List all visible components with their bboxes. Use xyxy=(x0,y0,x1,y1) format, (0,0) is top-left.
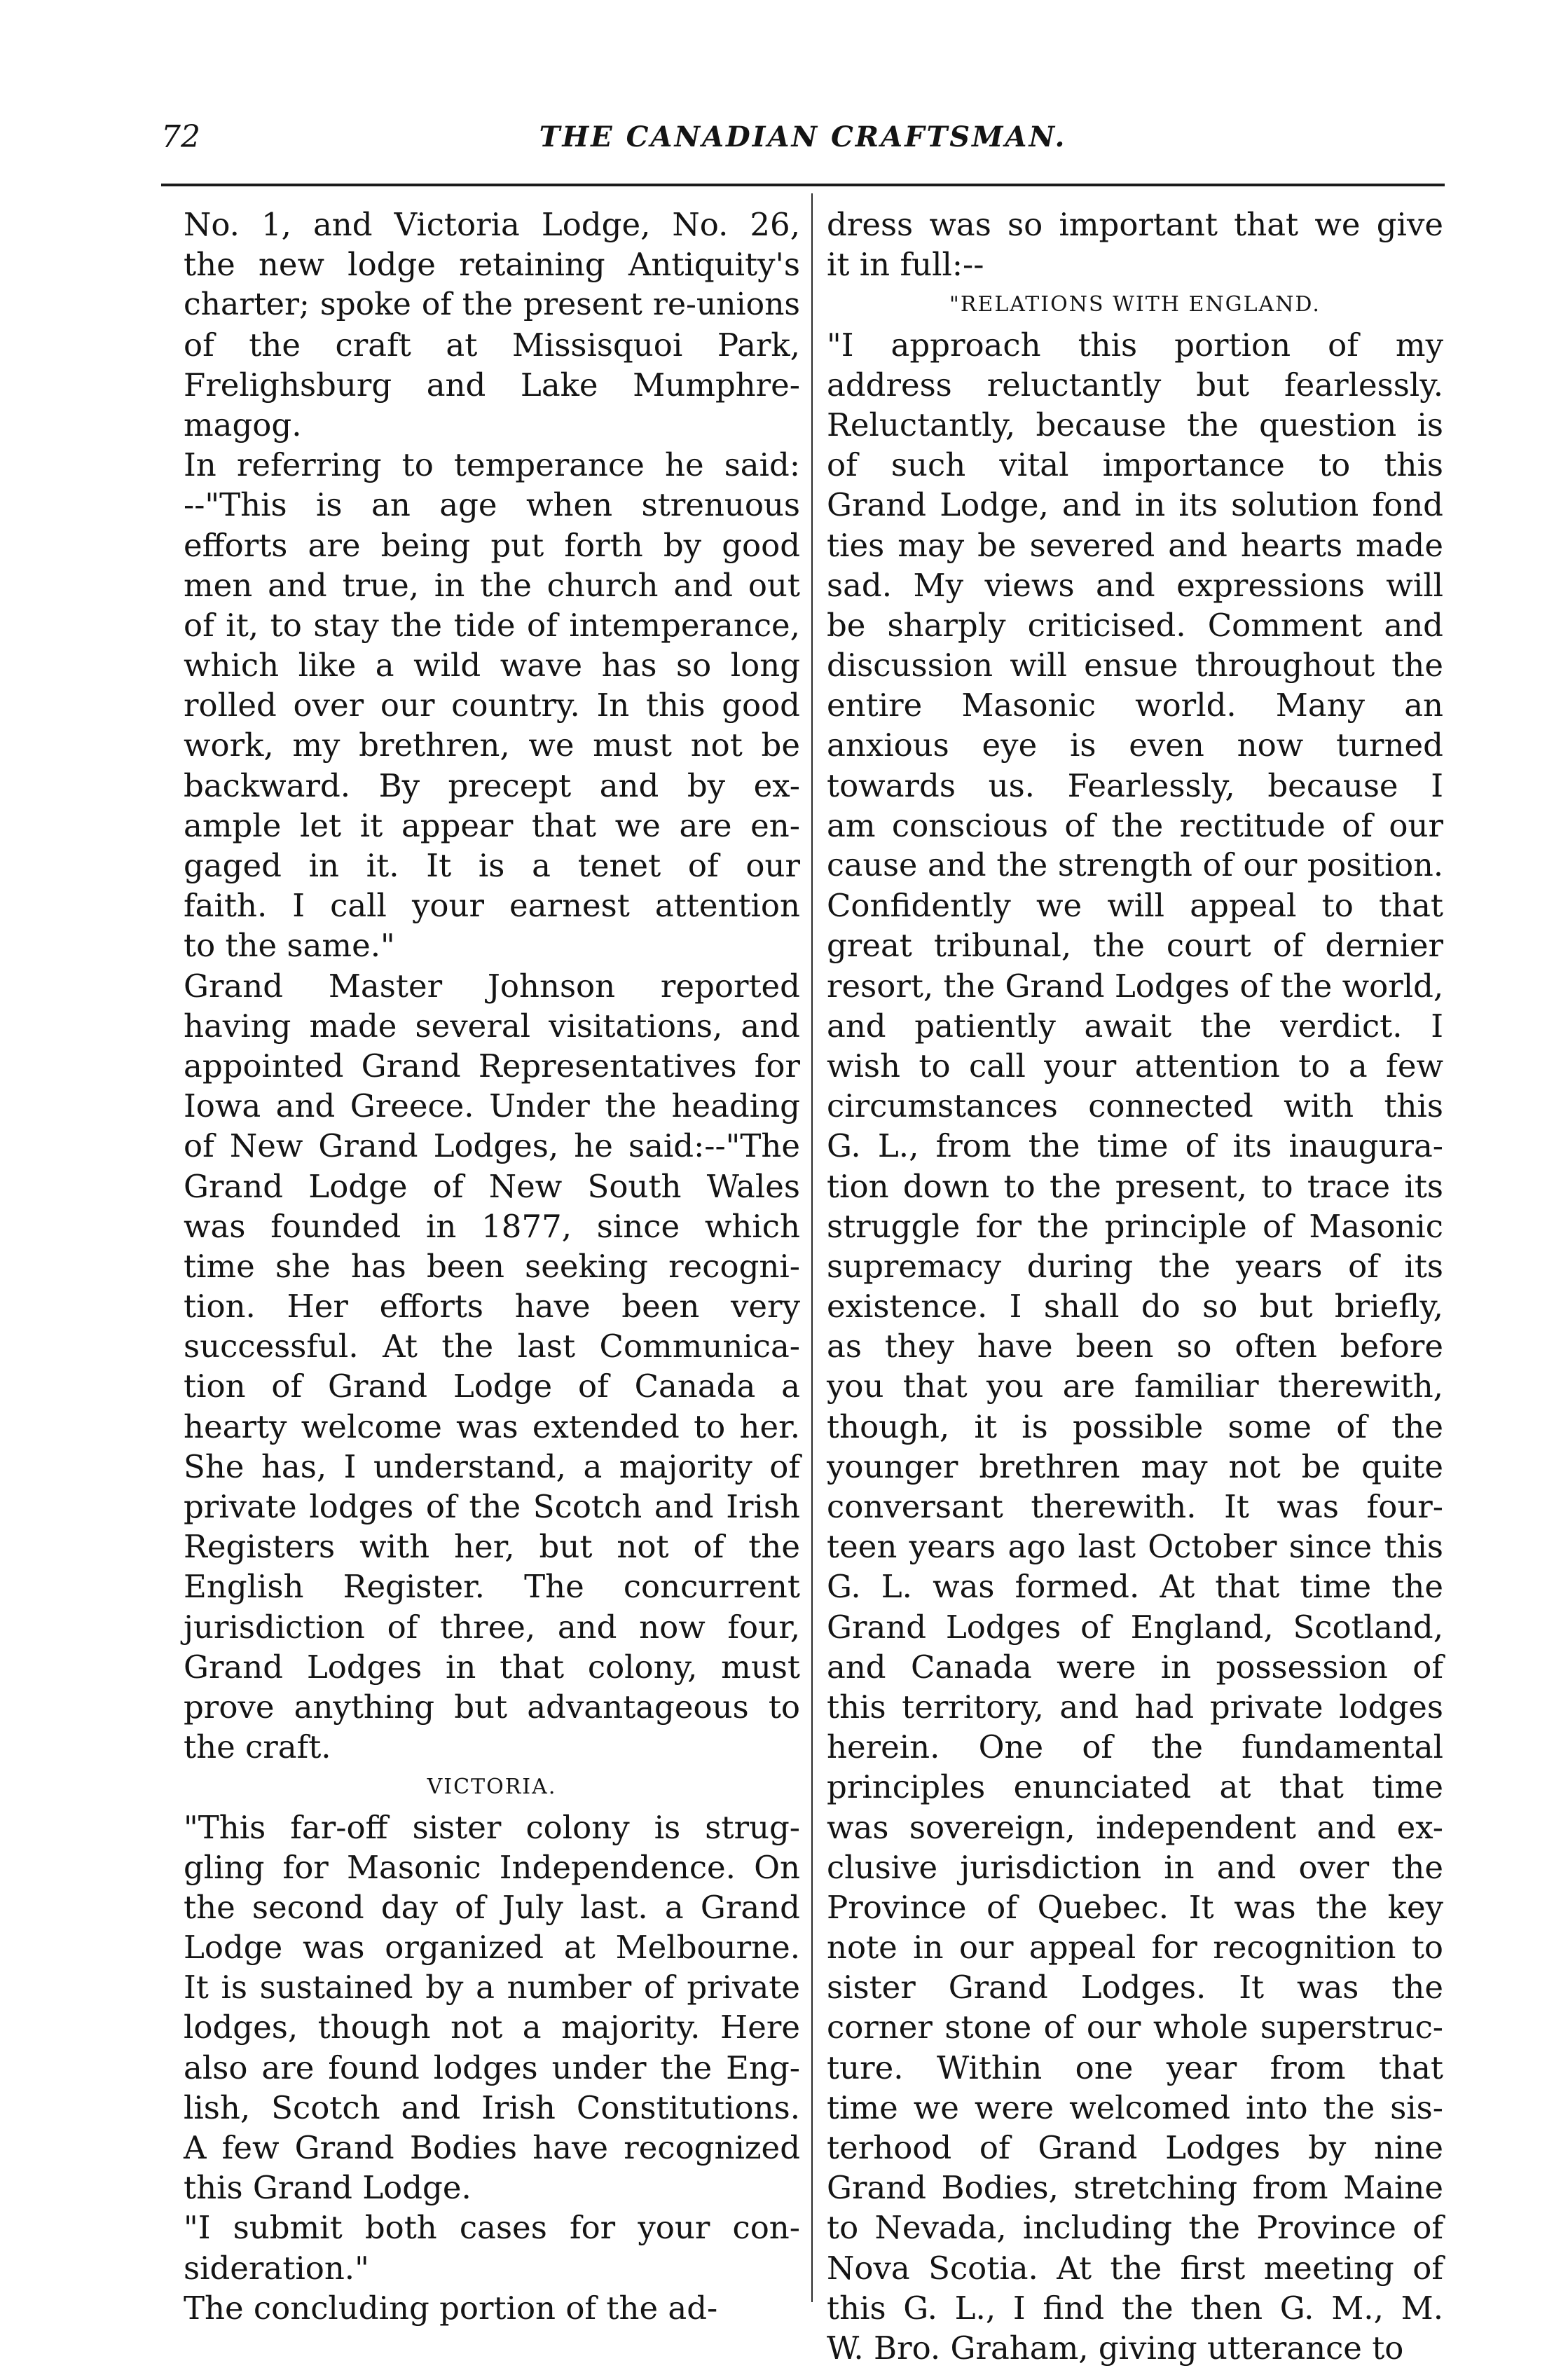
text-line: the craft. xyxy=(184,1728,331,1766)
text-line: principles enunciated at that time xyxy=(827,1768,1443,1806)
text-line: of New Grand Lodges, he said:--"The xyxy=(184,1127,800,1165)
text-line: private lodges of the Scotch and Irish xyxy=(184,1488,800,1525)
text-line: Grand Lodge of New South Wales xyxy=(184,1167,800,1205)
text-line: English Register. The concurrent xyxy=(184,1568,800,1606)
text-line: Province of Quebec. It was the key xyxy=(827,1888,1443,1926)
text-line: also are found lodges under the Eng- xyxy=(184,2049,800,2086)
text-line: gling for Masonic Independence. On xyxy=(184,1848,800,1886)
text-line: struggle for the principle of Masonic xyxy=(827,1207,1443,1245)
text-line: jurisdiction of three, and now four, xyxy=(184,1608,800,1646)
text-line: address reluctantly but fearlessly. xyxy=(827,366,1443,404)
text-line: discussion will ensue throughout the xyxy=(827,647,1443,684)
text-line: sideration." xyxy=(184,2249,369,2287)
text-line: "I approach this portion of my xyxy=(827,326,1443,364)
text-line: In referring to temperance he said: xyxy=(184,446,800,484)
text-line: G. L. was formed. At that time the xyxy=(827,1568,1443,1606)
running-title: THE CANADIAN CRAFTSMAN. xyxy=(539,121,1067,153)
text-line: teen years ago last October since this xyxy=(827,1528,1443,1566)
text-line: this Grand Lodge. xyxy=(184,2169,472,2207)
text-line: Iowa and Greece. Under the heading xyxy=(184,1087,800,1125)
text-line: A few Grand Bodies have recognized xyxy=(184,2129,800,2166)
text-line: dress was so important that we give xyxy=(827,206,1443,243)
text-line: note in our appeal for recognition to xyxy=(827,1929,1443,1967)
text-line: Grand Master Johnson reported xyxy=(184,967,800,1005)
text-line: appointed Grand Representatives for xyxy=(184,1047,800,1085)
text-line: ties may be severed and hearts made xyxy=(827,526,1443,564)
text-line: She has, I understand, a majority of xyxy=(184,1447,800,1485)
text-line: No. 1, and Victoria Lodge, No. 26, xyxy=(184,206,800,243)
text-line: Frelighsburg and Lake Mumphre- xyxy=(184,366,800,404)
text-line: Nova Scotia. At the first meeting of xyxy=(827,2249,1443,2287)
text-line: gaged in it. It is a tenet of our xyxy=(184,847,800,884)
text-line: "This far-off sister colony is strug- xyxy=(184,1808,800,1846)
text-line: herein. One of the fundamental xyxy=(827,1728,1443,1766)
text-line: Grand Bodies, stretching from Maine xyxy=(827,2169,1443,2207)
left-column xyxy=(184,205,800,2327)
text-line: towards us. Fearlessly, because I xyxy=(827,766,1443,804)
text-line: terhood of Grand Lodges by nine xyxy=(827,2129,1443,2166)
text-line: having made several visitations, and xyxy=(184,1007,800,1045)
column-divider xyxy=(811,193,813,2302)
section-heading: "RELATIONS WITH ENGLAND. xyxy=(949,292,1321,317)
text-line: the second day of July last. a Grand xyxy=(184,1888,800,1926)
text-line: wish to call your attention to a few xyxy=(827,1047,1443,1085)
text-line: this G. L., I find the then G. M., M. xyxy=(827,2289,1443,2327)
text-line: It is sustained by a number of private xyxy=(184,1969,800,2006)
text-line: hearty welcome was extended to her. xyxy=(184,1407,800,1445)
text-line: entire Masonic world. Many an xyxy=(827,687,1443,724)
text-line: Lodge was organized at Melbourne. xyxy=(184,1929,800,1967)
text-line: ample let it appear that we are en- xyxy=(184,806,800,844)
text-line: and patiently await the verdict. I xyxy=(827,1007,1443,1045)
header-rule xyxy=(161,184,1445,186)
page-header xyxy=(161,116,1445,165)
text-line: lodges, though not a majority. Here xyxy=(184,2009,800,2046)
text-line: Reluctantly, because the question is xyxy=(827,406,1443,443)
text-line: "I submit both cases for your con- xyxy=(184,2209,800,2247)
text-line: you that you are familiar therewith, xyxy=(827,1368,1443,1405)
text-line: great tribunal, the court of dernier xyxy=(827,927,1443,965)
text-line: Confidently we will appeal to that xyxy=(827,887,1443,925)
text-line: prove anything but advantageous to xyxy=(184,1688,800,1726)
text-line: this territory, and had private lodges xyxy=(827,1688,1443,1726)
text-line: though, it is possible some of the xyxy=(827,1407,1443,1445)
text-line: Grand Lodge, and in its solution fond xyxy=(827,486,1443,524)
text-line: time we were welcomed into the sis- xyxy=(827,2088,1443,2126)
text-line: anxious eye is even now turned xyxy=(827,727,1443,764)
text-line: the new lodge retaining Antiquity's xyxy=(184,246,800,284)
text-line: circumstances connected with this xyxy=(827,1087,1443,1125)
text-line: efforts are being put forth by good xyxy=(184,526,800,564)
text-line: younger brethren may not be quite xyxy=(827,1447,1443,1485)
text-line: backward. By precept and by ex- xyxy=(184,766,800,804)
text-line: men and true, in the church and out xyxy=(184,566,800,604)
section-heading: VICTORIA. xyxy=(427,1775,557,1800)
text-line: tion of Grand Lodge of Canada a xyxy=(184,1368,800,1405)
text-line: charter; spoke of the present re-unions xyxy=(184,287,800,323)
text-line: supremacy during the years of its xyxy=(827,1247,1443,1285)
text-line: Registers with her, but not of the xyxy=(184,1528,800,1566)
text-line: faith. I call your earnest attention xyxy=(184,887,800,925)
text-line: which like a wild wave has so long xyxy=(184,647,800,684)
text-line: am conscious of the rectitude of our xyxy=(827,806,1443,844)
text-line: and Canada were in possession of xyxy=(827,1648,1443,1686)
text-line: rolled over our country. In this good xyxy=(184,687,800,724)
text-line: lish, Scotch and Irish Constitutions. xyxy=(184,2088,800,2126)
text-line: tion down to the present, to trace its xyxy=(827,1167,1443,1205)
text-line: tion. Her efforts have been very xyxy=(184,1288,800,1326)
text-line: time she has been seeking recogni- xyxy=(184,1247,800,1285)
text-line: of such vital importance to this xyxy=(827,446,1443,484)
text-line: The concluding portion of the ad- xyxy=(184,2289,718,2327)
text-line: corner stone of our whole superstruc- xyxy=(827,2009,1443,2046)
text-line: of it, to stay the tide of intemperance, xyxy=(184,606,800,644)
text-line: --"This is an age when strenuous xyxy=(184,486,800,524)
text-line: ture. Within one year from that xyxy=(827,2049,1443,2086)
text-line: to the same." xyxy=(184,927,395,965)
page-number: 72 xyxy=(161,119,200,155)
text-line: Grand Lodges of England, Scotland, xyxy=(827,1608,1443,1646)
text-line: successful. At the last Communica- xyxy=(184,1328,800,1365)
text-line: conversant therewith. It was four- xyxy=(827,1488,1443,1525)
text-line: of the craft at Missisquoi Park, xyxy=(184,326,800,364)
text-line: existence. I shall do so but briefly, xyxy=(827,1288,1443,1326)
text-line: Grand Lodges in that colony, must xyxy=(184,1648,800,1686)
text-line: sad. My views and expressions will xyxy=(827,566,1443,604)
text-line: W. Bro. Graham, giving utterance to xyxy=(827,2329,1404,2367)
right-column xyxy=(827,205,1444,2367)
text-line: as they have been so often before xyxy=(827,1328,1443,1365)
text-line: G. L., from the time of its inaugura- xyxy=(827,1127,1443,1165)
text-line: was sovereign, independent and ex- xyxy=(827,1808,1443,1846)
text-line: cause and the strength of our position. xyxy=(827,848,1443,883)
text-line: it in full:-- xyxy=(827,246,984,284)
text-line: to Nevada, including the Province of xyxy=(827,2209,1443,2247)
text-line: resort, the Grand Lodges of the world, xyxy=(827,967,1444,1005)
text-line: was founded in 1877, since which xyxy=(184,1207,800,1245)
text-line: work, my brethren, we must not be xyxy=(184,727,800,764)
text-line: magog. xyxy=(184,406,302,443)
text-line: sister Grand Lodges. It was the xyxy=(827,1969,1443,2006)
text-line: clusive jurisdiction in and over the xyxy=(827,1848,1443,1886)
text-line: be sharply criticised. Comment and xyxy=(827,606,1443,644)
